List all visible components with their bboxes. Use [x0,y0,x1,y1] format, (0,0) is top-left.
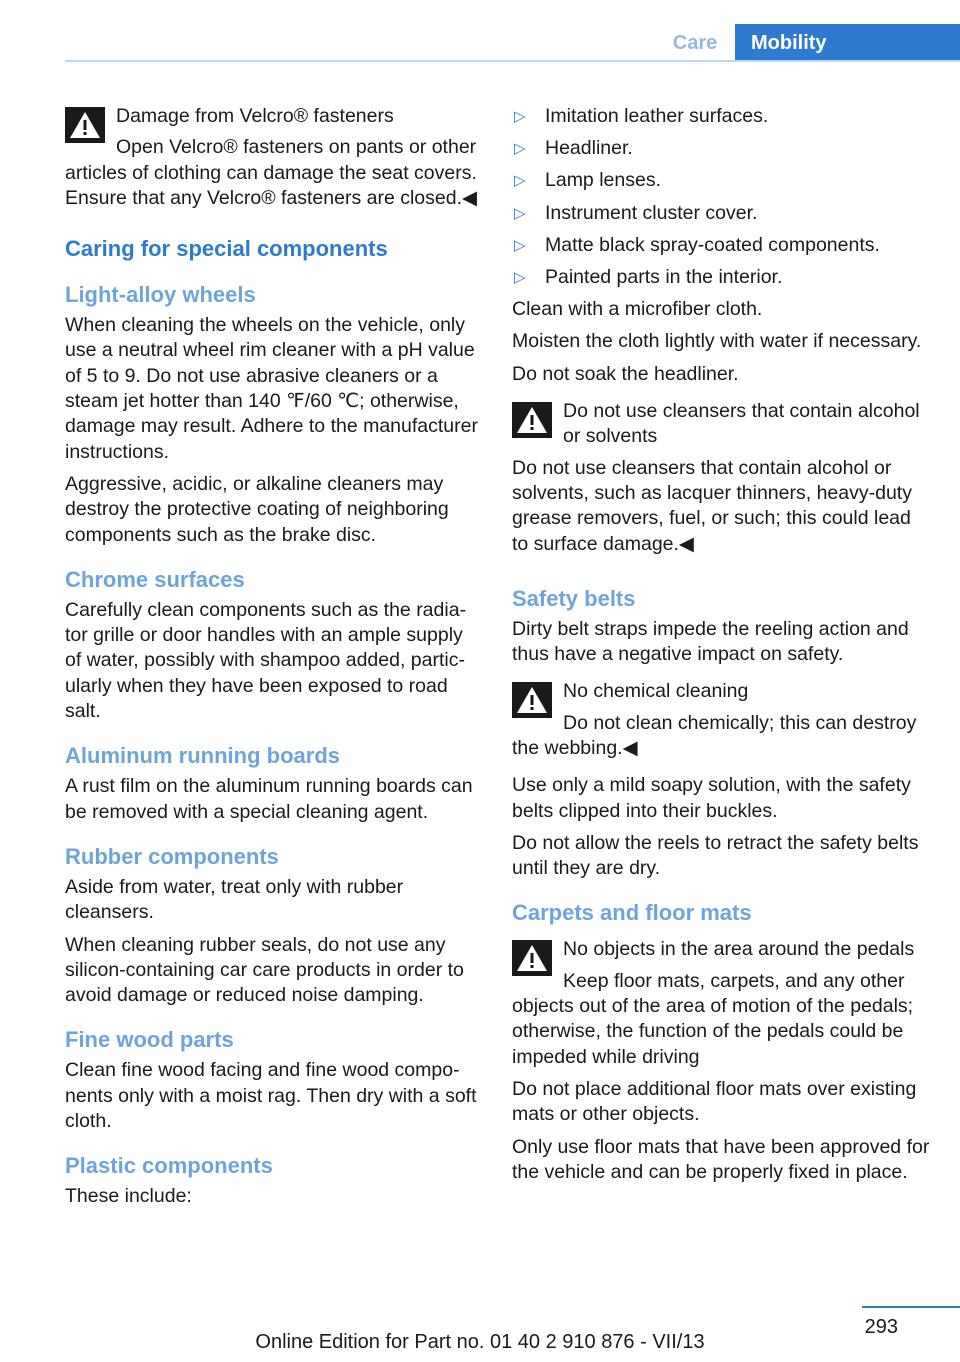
paragraph: Clean with a microfiber cloth. [512,298,763,321]
warning-velcro [65,104,481,211]
list-item: ▷ Matte black spray-coated components. [512,233,932,258]
warning-body: Keep floor mats, carpets, and any other objects out of the area of motion of the pedals; otherwise, the function of the pedals could be impeded while driving [512,969,914,1068]
triangle-bullet-icon: ▷ [514,140,526,158]
heading-fine-wood-parts: Fine wood parts [65,1027,234,1053]
paragraph: When cleaning rubber seals, do not use any silicon-containing car care products in order to avoid damage or reduced noise damping. [65,933,464,1007]
paragraph: Aggressive, acidic, or alkaline cleaners may destroy the protective coating of neighboring components such as the brake disc. [65,472,449,546]
warning-alcohol-solvents [512,399,932,557]
paragraph: A rust film on the aluminum running boards can be removed with a special cleaning agent. [65,775,473,823]
warning-triangle-icon [512,402,552,438]
warning-title: No objects in the area around the pedals [563,938,915,961]
paragraph: Aside from water, treat only with rubber cleansers. [65,875,404,924]
paragraph: Do not soak the headliner. [512,362,739,385]
warning-triangle-icon [512,682,552,718]
heading-plastic-components: Plastic components [65,1153,273,1179]
list-item: ▷ Headliner. [512,136,932,161]
paragraph: Dirty belt straps impede the reeling action and thus have a negative impact on safety. [512,617,909,666]
list-item: ▷ Imitation leather surfaces. [512,104,932,129]
triangle-bullet-icon: ▷ [514,204,526,222]
left-column [65,104,481,1217]
heading-aluminum-running-boards: Aluminum running boards [65,743,340,769]
heading-rubber-components: Rubber components [65,843,279,869]
paragraph: Only use floor mats that have been approved for the vehicle and can be properly fixed in place. [512,1135,930,1183]
warning-title: No chemical cleaning [563,680,749,703]
heading-chrome-surfaces: Chrome surfaces [65,566,245,592]
list-item: ▷ Lamp lenses. [512,168,932,193]
paragraph: Moisten the cloth lightly with water if necessary. [512,330,922,353]
warning-title: Do not use cleansers that contain alcohol or solvents [563,400,920,448]
paragraph: Do not place additional floor mats over existing mats or other objects. [512,1077,917,1126]
triangle-bullet-icon: ▷ [514,172,526,190]
list-item: ▷ Instrument cluster cover. [512,201,932,226]
warning-pedals [512,937,932,1069]
triangle-bullet-icon: ▷ [514,236,526,254]
triangle-bullet-icon: ▷ [514,108,526,125]
paragraph: Use only a mild soapy solution, with the safety belts clipped into their buckles. [512,774,911,822]
footer-rule [862,1306,960,1308]
paragraph: Clean fine wood facing and fine wood components only with a moist rag. Then dry with a soft cloth. [65,1059,477,1133]
warning-triangle-icon [512,940,552,976]
page-number: 293 [864,1316,898,1338]
tab-care[interactable]: Care [672,32,718,54]
warning-body: Do not use cleansers that contain alcohol or solvents, such as lacquer thinners, heavy-duty grease removers, fuel, or such; this could lead to surface damage.◀ [512,456,912,555]
heading-light-alloy-wheels: Light-alloy wheels [65,282,256,308]
page-header [65,24,960,62]
triangle-bullet-icon: ▷ [514,268,526,286]
section-title-special-components: Caring for special components [65,236,388,262]
paragraph: When cleaning the wheels on the vehicle, only use a neutral wheel rim cleaner with a pH value of 5 to 9. Do not use abrasive cleaners or a steam jet hotter than 140 ℉/60 ℃; otherwise, damage may result. Adhere to the manufacturer instructions. [65,314,478,463]
heading-carpets-floor-mats: Carpets and floor mats [512,900,752,926]
heading-safety-belts: Safety belts [512,585,636,611]
warning-triangle-icon [65,107,105,143]
paragraph: These include: [65,1185,192,1208]
edition-footer: Online Edition for Part no. 01 40 2 910 876 - VII/13 [255,1331,705,1353]
plastic-components-list [512,104,932,290]
warning-body: Open Velcro® fasteners on pants or other articles of clothing can damage the seat covers. Ensure that any Velcro® fasteners are closed.◀ [65,136,477,209]
tab-mobility[interactable]: Mobility [735,24,960,62]
header-rule [65,60,960,62]
warning-chemical-cleaning [512,679,932,761]
warning-title: Damage from Velcro® fasteners [116,105,394,127]
paragraph: Carefully clean components such as the radiator grille or door handles with an ample supply of water, possibly with shampoo added, particularly when they have been exposed to road salt. [65,598,467,723]
paragraph: Do not allow the reels to retract the safety belts until they are dry. [512,831,919,880]
list-item: ▷ Painted parts in the interior. [512,265,932,290]
right-column [512,104,932,1192]
warning-body: Do not clean chemically; this can destroy the webbing.◀ [512,711,917,759]
